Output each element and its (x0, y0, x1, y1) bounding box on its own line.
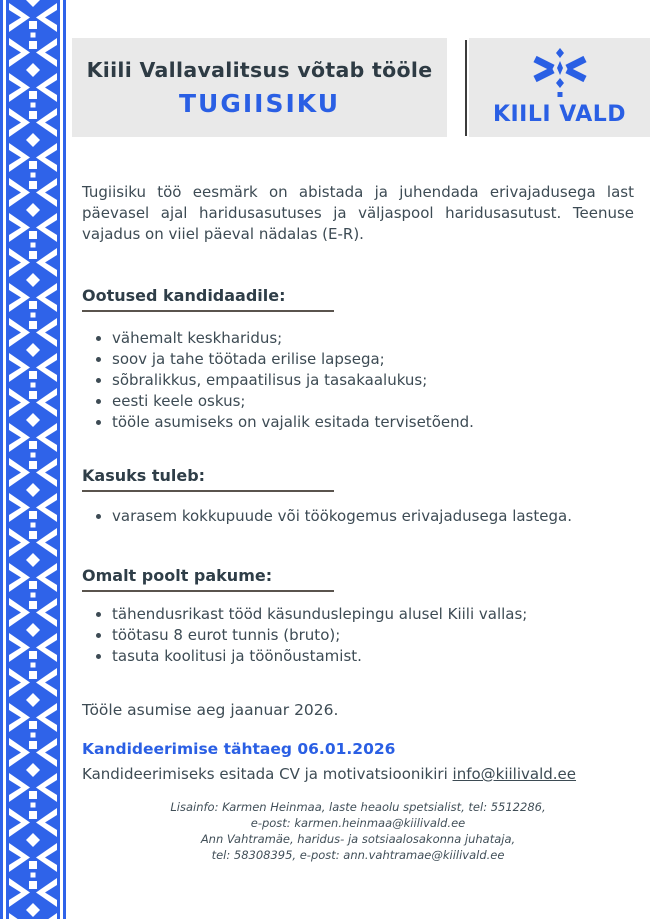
start-date-line: Tööle asumise aeg jaanuar 2026. (82, 701, 339, 719)
estonian-folk-pattern-border (0, 0, 66, 919)
contact-line: tel: 58308395, e-post: ann.vahtramae@kiilivald.ee (211, 848, 505, 862)
list-item: • töötasu 8 eurot tunnis (bruto); (112, 625, 632, 646)
apply-text: Kandideerimiseks esitada CV ja motivatsioonikiri (82, 765, 453, 783)
section-heading-offer: Omalt poolt pakume: (82, 566, 334, 592)
list-item: • tööle asumiseks on vajalik esitada tervisetõend. (112, 412, 632, 433)
contact-line: e-post: karmen.heinmaa@kiilivald.ee (250, 816, 466, 830)
position-title: TUGIISIKU (178, 88, 341, 118)
contact-info (82, 799, 634, 863)
offer-list (84, 604, 632, 667)
expectations-list (84, 328, 632, 433)
list-item: • vähemalt keskharidus; (112, 328, 632, 349)
list-item: • varasem kokkupuude või töökogemus erivajadusega lastega. (112, 506, 632, 527)
contact-line: Lisainfo: Karmen Heinmaa, laste heaolu spetsialist, tel: 5512286, (170, 800, 546, 814)
logo-wordmark: KIILI VALD (492, 102, 627, 127)
folk-pattern-icon (0, 0, 66, 919)
email-link[interactable]: info@kiilivald.ee (452, 765, 577, 783)
intro-paragraph: Tugiisiku töö eesmärk on abistada ja juhendada erivajadusega last päevasel ajal haridusasutuses ja väljaspool haridusasutust. Teenuse vajadus on viiel päeval nädalas (E-R). (82, 183, 634, 243)
list-item: • sõbralikkus, empaatilisus ja tasakaalukus; (112, 370, 632, 391)
list-item: • tähendusrikast tööd käsunduslepingu alusel Kiili vallas; (112, 604, 632, 625)
contact-line: Ann Vahtramäe, haridus- ja sotsiaalosakonna juhataja, (200, 832, 516, 846)
section-heading-expectations: Ootused kandidaadile: (82, 286, 334, 312)
apply-instructions (82, 765, 576, 783)
content-area (82, 0, 634, 919)
list-item: • soov ja tahe töötada erilise lapsega; (112, 349, 632, 370)
advantages-list (84, 506, 632, 527)
list-item: • tasuta koolitusi ja töönõustamist. (112, 646, 632, 667)
employer-title: Kiili Vallavalitsus võtab tööle (86, 57, 433, 82)
list-item: • eesti keele oskus; (112, 391, 632, 412)
section-heading-advantages: Kasuks tuleb: (82, 466, 334, 492)
application-deadline: Kandideerimise tähtaeg 06.01.2026 (82, 740, 396, 758)
